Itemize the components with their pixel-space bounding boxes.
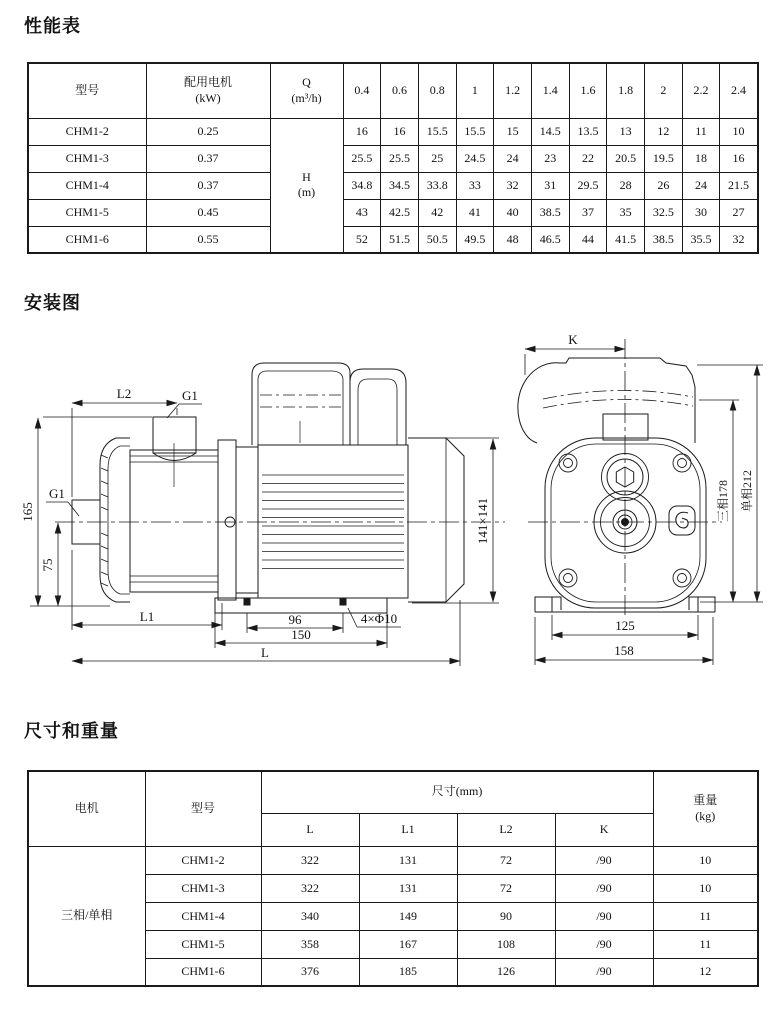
size-value: 90 (457, 902, 555, 930)
side-view-dimensions (20, 386, 499, 666)
col-header-weight (653, 771, 758, 846)
h-value: 25.5 (381, 145, 419, 172)
h-value: 11 (682, 118, 720, 145)
size-col: L (261, 813, 359, 846)
h-value: 33.8 (418, 172, 456, 199)
h-value: 27 (720, 199, 758, 226)
flow-col: 1.2 (494, 63, 532, 118)
table-row (28, 172, 758, 199)
g1-top-leader (167, 404, 202, 418)
table-row (28, 145, 758, 172)
table-row (28, 846, 758, 874)
dim-label-G1-left: G1 (49, 486, 65, 501)
h-value: 41.5 (607, 226, 645, 253)
h-value: 40 (494, 199, 532, 226)
h-value: 15.5 (418, 118, 456, 145)
section-title-installation: 安装图 (24, 293, 81, 313)
h-value: 35 (607, 199, 645, 226)
size-value: /90 (555, 958, 653, 986)
model-cell: CHM1-6 (145, 958, 261, 986)
kw-cell: 0.37 (146, 145, 270, 172)
size-value: /90 (555, 846, 653, 874)
size-value: 126 (457, 958, 555, 986)
col-header-q (270, 63, 343, 118)
h-value: 37 (569, 199, 607, 226)
dim-label-L: L (261, 645, 269, 660)
h-value: 22 (569, 145, 607, 172)
h-value: 16 (381, 118, 419, 145)
flow-col: 2.2 (682, 63, 720, 118)
head-unit-cell (270, 118, 343, 253)
col-header-size: 尺寸(mm) (261, 771, 653, 813)
base-bolt-mark (244, 598, 250, 605)
h-value: 19.5 (645, 145, 683, 172)
weight-value: 10 (653, 874, 758, 902)
pump-front-view (518, 339, 722, 617)
h-value: 26 (645, 172, 683, 199)
size-value: 72 (457, 846, 555, 874)
size-value: /90 (555, 902, 653, 930)
shaft-center (622, 519, 629, 526)
size-value: 185 (359, 958, 457, 986)
dim-label-150: 150 (291, 627, 311, 642)
size-value: /90 (555, 930, 653, 958)
motor-type-cell: 三相/单相 (28, 846, 145, 986)
col-header-motor (146, 63, 270, 118)
flow-col: 1.4 (531, 63, 569, 118)
kw-cell: 0.25 (146, 118, 270, 145)
col-header-motor-type: 电机 (28, 771, 145, 846)
h-value: 25 (418, 145, 456, 172)
handle-inner (358, 379, 397, 445)
size-value: /90 (555, 874, 653, 902)
h-value: 44 (569, 226, 607, 253)
h-value: 42.5 (381, 199, 419, 226)
h-value: 20.5 (607, 145, 645, 172)
dim-label-96: 96 (288, 612, 302, 627)
h-value: 35.5 (682, 226, 720, 253)
h-value: 42 (418, 199, 456, 226)
flow-col: 0.6 (381, 63, 419, 118)
motor-body (258, 445, 408, 598)
size-value: 131 (359, 846, 457, 874)
h-value: 24 (682, 172, 720, 199)
col-header-motor-line2: (kW) (195, 90, 221, 105)
h-value: 41 (456, 199, 494, 226)
h-value: 34.8 (343, 172, 381, 199)
dim-label-125: 125 (615, 618, 635, 633)
flow-col: 0.8 (418, 63, 456, 118)
dim-label-bolt: 4×Φ10 (360, 611, 398, 626)
h-value: 15.5 (456, 118, 494, 145)
dim-label-K: K (568, 332, 578, 347)
size-value: 72 (457, 874, 555, 902)
performance-table (27, 62, 759, 254)
dim-label-G1-top: G1 (182, 388, 198, 403)
weight-value: 11 (653, 930, 758, 958)
weight-value: 12 (653, 958, 758, 986)
size-value: 322 (261, 874, 359, 902)
col-header-q-line1: Q (302, 75, 311, 90)
h-value: 32 (720, 226, 758, 253)
col-header-q-line2: (m³/h) (291, 90, 322, 105)
h-value: 13 (607, 118, 645, 145)
h-value: 29.5 (569, 172, 607, 199)
dim-label-L1: L1 (139, 609, 155, 624)
pump-flange (218, 440, 236, 600)
kw-cell: 0.45 (146, 199, 270, 226)
h-value: 34.5 (381, 172, 419, 199)
size-value: 131 (359, 874, 457, 902)
g1-left-leader (46, 502, 79, 516)
kw-cell: 0.37 (146, 172, 270, 199)
h-value: 28 (607, 172, 645, 199)
motor-bracket (236, 447, 258, 593)
discharge-neck (153, 453, 196, 461)
discharge-port (153, 417, 196, 453)
size-value: 340 (261, 902, 359, 930)
head-label: H (302, 170, 311, 185)
h-value: 38.5 (531, 199, 569, 226)
h-value: 14.5 (531, 118, 569, 145)
h-value: 21.5 (720, 172, 758, 199)
h-value: 10 (720, 118, 758, 145)
h-value: 24.5 (456, 145, 494, 172)
model-cell: CHM1-5 (145, 930, 261, 958)
section-title-performance: 性能表 (24, 16, 81, 36)
col-header-model: 型号 (145, 771, 261, 846)
size-col: K (555, 813, 653, 846)
h-value: 33 (456, 172, 494, 199)
terminal-box (252, 363, 350, 445)
h-value: 16 (343, 118, 381, 145)
model-cell: CHM1-4 (145, 902, 261, 930)
h-value: 43 (343, 199, 381, 226)
pump-end-cover-inner (108, 446, 130, 594)
section-title-dimensions: 尺寸和重量 (24, 721, 119, 741)
dimension-weight-table (27, 770, 759, 987)
h-value: 15 (494, 118, 532, 145)
dim-label-75: 75 (40, 558, 55, 572)
model-cell: CHM1-2 (28, 118, 146, 145)
h-value: 25.5 (343, 145, 381, 172)
size-value: 149 (359, 902, 457, 930)
h-value: 18 (682, 145, 720, 172)
dim-label-L2: L2 (116, 386, 132, 401)
h-value: 23 (531, 145, 569, 172)
terminal-box-inner (258, 371, 343, 445)
flow-col: 1.6 (569, 63, 607, 118)
dim-label-141: 141×141 (475, 497, 490, 545)
model-cell: CHM1-3 (145, 874, 261, 902)
performance-header-row (28, 63, 758, 118)
model-cell: CHM1-4 (28, 172, 146, 199)
size-col: L2 (457, 813, 555, 846)
h-value: 52 (343, 226, 381, 253)
h-value: 48 (494, 226, 532, 253)
weight-value: 10 (653, 846, 758, 874)
dimension-header-row1 (28, 771, 758, 813)
base-bolt-mark (340, 598, 346, 605)
flow-col: 1.8 (607, 63, 645, 118)
dim-label-single-phase: 单相212 (740, 469, 754, 513)
dim-label-158: 158 (614, 643, 634, 658)
model-cell: CHM1-3 (28, 145, 146, 172)
col-header-weight-line2: (kg) (695, 808, 716, 823)
h-value: 12 (645, 118, 683, 145)
size-value: 322 (261, 846, 359, 874)
lifting-eye-hidden (260, 395, 342, 407)
flow-col: 1 (456, 63, 494, 118)
h-value: 30 (682, 199, 720, 226)
table-row (28, 118, 758, 145)
h-value: 24 (494, 145, 532, 172)
table-row (28, 199, 758, 226)
size-value: 376 (261, 958, 359, 986)
flow-col: 2 (645, 63, 683, 118)
pump-end-cover (100, 438, 130, 602)
flow-col: 0.4 (343, 63, 381, 118)
table-row (28, 226, 758, 253)
dim-label-165: 165 (20, 502, 35, 522)
h-value: 32 (494, 172, 532, 199)
motor-end-cap (408, 438, 464, 602)
model-cell: CHM1-5 (28, 199, 146, 226)
h-value: 31 (531, 172, 569, 199)
h-value: 16 (720, 145, 758, 172)
brand-logo (669, 506, 695, 535)
h-value: 50.5 (418, 226, 456, 253)
size-value: 167 (359, 930, 457, 958)
conduit-clamp (603, 414, 648, 440)
kw-cell: 0.55 (146, 226, 270, 253)
terminal-box-rear (518, 358, 695, 443)
front-view-dimensions (525, 332, 763, 665)
box-hidden-arcs (543, 390, 693, 408)
dim-label-three-phase: 三相178 (716, 479, 730, 523)
h-value: 46.5 (531, 226, 569, 253)
size-value: 108 (457, 930, 555, 958)
h-value: 13.5 (569, 118, 607, 145)
size-col: L1 (359, 813, 457, 846)
h-value: 38.5 (645, 226, 683, 253)
col-header-motor-line1: 配用电机 (183, 75, 232, 90)
installation-drawing (0, 325, 780, 697)
head-unit: (m) (297, 185, 316, 200)
model-cell: CHM1-6 (28, 226, 146, 253)
flow-col: 2.4 (720, 63, 758, 118)
size-value: 358 (261, 930, 359, 958)
h-value: 49.5 (456, 226, 494, 253)
h-value: 51.5 (381, 226, 419, 253)
cover-hatching (101, 455, 108, 586)
col-header-model: 型号 (28, 63, 146, 118)
col-header-weight-line1: 重量 (693, 793, 718, 808)
weight-value: 11 (653, 902, 758, 930)
model-cell: CHM1-2 (145, 846, 261, 874)
h-value: 32.5 (645, 199, 683, 226)
